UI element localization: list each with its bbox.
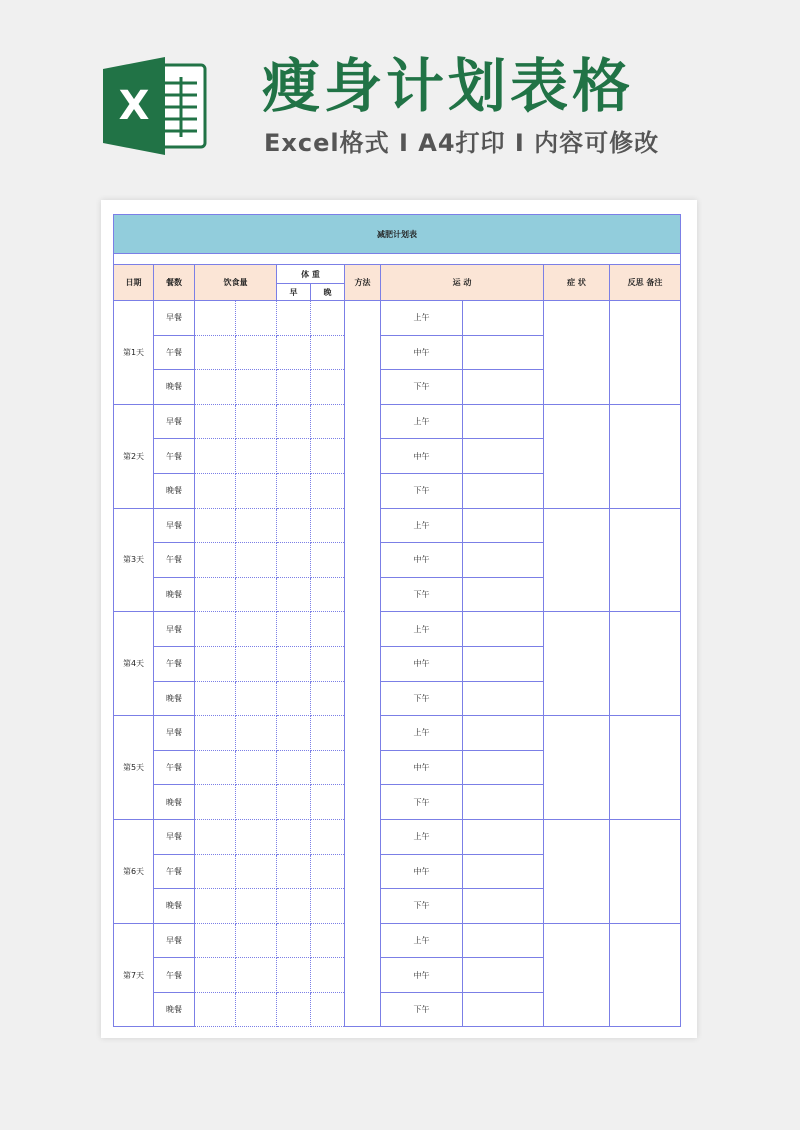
exercise-cell[interactable] bbox=[463, 681, 544, 716]
exercise-cell[interactable] bbox=[463, 646, 544, 681]
meal-label[interactable]: 早餐 bbox=[154, 404, 195, 439]
intake-cell[interactable] bbox=[195, 612, 236, 647]
intake-cell[interactable] bbox=[195, 992, 236, 1027]
day-label[interactable]: 第4天 bbox=[114, 612, 154, 716]
intake-cell[interactable] bbox=[236, 473, 277, 508]
weight-morning-cell[interactable] bbox=[277, 404, 311, 439]
intake-cell[interactable] bbox=[236, 923, 277, 958]
meal-label[interactable]: 午餐 bbox=[154, 543, 195, 578]
symptom-cell[interactable] bbox=[544, 819, 610, 923]
period-label[interactable]: 上午 bbox=[381, 508, 463, 543]
intake-cell[interactable] bbox=[236, 750, 277, 785]
weight-evening-cell[interactable] bbox=[311, 958, 345, 993]
reflection-cell[interactable] bbox=[610, 508, 681, 612]
intake-cell[interactable] bbox=[195, 750, 236, 785]
meal-label[interactable]: 晚餐 bbox=[154, 577, 195, 612]
intake-cell[interactable] bbox=[236, 646, 277, 681]
intake-cell[interactable] bbox=[195, 889, 236, 924]
exercise-cell[interactable] bbox=[463, 508, 544, 543]
weight-evening-cell[interactable] bbox=[311, 473, 345, 508]
col-header-date[interactable]: 日期 bbox=[114, 265, 154, 301]
weight-evening-cell[interactable] bbox=[311, 612, 345, 647]
intake-cell[interactable] bbox=[195, 473, 236, 508]
gap-row bbox=[114, 254, 681, 265]
weight-evening-cell[interactable] bbox=[311, 370, 345, 405]
period-label[interactable]: 下午 bbox=[381, 370, 463, 405]
intake-cell[interactable] bbox=[195, 785, 236, 820]
weight-evening-cell[interactable] bbox=[311, 992, 345, 1027]
intake-cell[interactable] bbox=[236, 439, 277, 474]
period-label[interactable]: 中午 bbox=[381, 958, 463, 993]
intake-cell[interactable] bbox=[236, 577, 277, 612]
exercise-cell[interactable] bbox=[463, 716, 544, 751]
day-label[interactable]: 第5天 bbox=[114, 716, 154, 820]
weight-evening-cell[interactable] bbox=[311, 681, 345, 716]
exercise-cell[interactable] bbox=[463, 370, 544, 405]
exercise-cell[interactable] bbox=[463, 992, 544, 1027]
weight-morning-cell[interactable] bbox=[277, 543, 311, 578]
table-row bbox=[114, 404, 681, 439]
intake-cell[interactable] bbox=[236, 404, 277, 439]
period-label[interactable]: 下午 bbox=[381, 889, 463, 924]
exercise-cell[interactable] bbox=[463, 819, 544, 854]
intake-cell[interactable] bbox=[236, 716, 277, 751]
intake-cell[interactable] bbox=[195, 301, 236, 336]
intake-cell[interactable] bbox=[236, 958, 277, 993]
period-label[interactable]: 中午 bbox=[381, 854, 463, 889]
intake-cell[interactable] bbox=[236, 612, 277, 647]
intake-cell[interactable] bbox=[236, 335, 277, 370]
weight-evening-cell[interactable] bbox=[311, 577, 345, 612]
period-label[interactable]: 上午 bbox=[381, 819, 463, 854]
weight-morning-cell[interactable] bbox=[277, 716, 311, 751]
meal-label[interactable]: 午餐 bbox=[154, 854, 195, 889]
table-row bbox=[114, 508, 681, 543]
header bbox=[0, 0, 800, 200]
col-header-intake[interactable]: 饮食量 bbox=[195, 265, 277, 301]
page-title: 瘦身计划表格 bbox=[262, 52, 635, 120]
weight-morning-cell[interactable] bbox=[277, 473, 311, 508]
meal-label[interactable]: 午餐 bbox=[154, 439, 195, 474]
intake-cell[interactable] bbox=[195, 335, 236, 370]
intake-cell[interactable] bbox=[195, 819, 236, 854]
weight-morning-cell[interactable] bbox=[277, 923, 311, 958]
intake-cell[interactable] bbox=[236, 854, 277, 889]
col-header-weight-morning[interactable]: 早 bbox=[277, 284, 311, 301]
exercise-cell[interactable] bbox=[463, 404, 544, 439]
intake-cell[interactable] bbox=[236, 301, 277, 336]
intake-cell[interactable] bbox=[236, 370, 277, 405]
reflection-cell[interactable] bbox=[610, 923, 681, 1027]
meal-label[interactable]: 晚餐 bbox=[154, 473, 195, 508]
intake-cell[interactable] bbox=[195, 923, 236, 958]
exercise-cell[interactable] bbox=[463, 335, 544, 370]
day-label[interactable]: 第1天 bbox=[114, 301, 154, 405]
weight-morning-cell[interactable] bbox=[277, 750, 311, 785]
page-subtitle: Excel格式 I A4打印 I 内容可修改 bbox=[264, 129, 660, 157]
symptom-cell[interactable] bbox=[544, 716, 610, 820]
meal-label[interactable]: 早餐 bbox=[154, 819, 195, 854]
weight-morning-cell[interactable] bbox=[277, 646, 311, 681]
period-label[interactable]: 上午 bbox=[381, 923, 463, 958]
intake-cell[interactable] bbox=[195, 716, 236, 751]
weight-morning-cell[interactable] bbox=[277, 439, 311, 474]
weight-morning-cell[interactable] bbox=[277, 335, 311, 370]
intake-cell[interactable] bbox=[195, 439, 236, 474]
col-header-reflection[interactable]: 反思 备注 bbox=[610, 265, 681, 301]
reflection-cell[interactable] bbox=[610, 819, 681, 923]
intake-cell[interactable] bbox=[236, 508, 277, 543]
intake-cell[interactable] bbox=[236, 992, 277, 1027]
col-header-meal[interactable]: 餐数 bbox=[154, 265, 195, 301]
col-header-exercise[interactable]: 运 动 bbox=[381, 265, 544, 301]
col-header-weight[interactable]: 体 重 bbox=[277, 265, 345, 284]
exercise-cell[interactable] bbox=[463, 577, 544, 612]
weight-evening-cell[interactable] bbox=[311, 785, 345, 820]
exercise-cell[interactable] bbox=[463, 543, 544, 578]
symptom-cell[interactable] bbox=[544, 508, 610, 612]
method-cell[interactable] bbox=[345, 301, 381, 1027]
table-row bbox=[114, 301, 681, 336]
period-label[interactable]: 下午 bbox=[381, 785, 463, 820]
weight-morning-cell[interactable] bbox=[277, 958, 311, 993]
weight-morning-cell[interactable] bbox=[277, 854, 311, 889]
day-label[interactable]: 第2天 bbox=[114, 404, 154, 508]
meal-label[interactable]: 午餐 bbox=[154, 958, 195, 993]
day-label[interactable]: 第7天 bbox=[114, 923, 154, 1027]
intake-cell[interactable] bbox=[236, 889, 277, 924]
day-label[interactable]: 第3天 bbox=[114, 508, 154, 612]
intake-cell[interactable] bbox=[195, 646, 236, 681]
period-label[interactable]: 上午 bbox=[381, 404, 463, 439]
weight-morning-cell[interactable] bbox=[277, 819, 311, 854]
weight-morning-cell[interactable] bbox=[277, 612, 311, 647]
weight-evening-cell[interactable] bbox=[311, 854, 345, 889]
exercise-cell[interactable] bbox=[463, 889, 544, 924]
period-label[interactable]: 上午 bbox=[381, 612, 463, 647]
col-header-symptom[interactable]: 症 状 bbox=[544, 265, 610, 301]
reflection-cell[interactable] bbox=[610, 404, 681, 508]
reflection-cell[interactable] bbox=[610, 612, 681, 716]
intake-cell[interactable] bbox=[236, 819, 277, 854]
symptom-cell[interactable] bbox=[544, 301, 610, 405]
weight-morning-cell[interactable] bbox=[277, 301, 311, 336]
period-label[interactable]: 下午 bbox=[381, 473, 463, 508]
day-label[interactable]: 第6天 bbox=[114, 819, 154, 923]
col-header-weight-evening[interactable]: 晚 bbox=[311, 284, 345, 301]
weight-morning-cell[interactable] bbox=[277, 992, 311, 1027]
weight-morning-cell[interactable] bbox=[277, 508, 311, 543]
sheet-title[interactable]: 减肥计划表 bbox=[114, 215, 681, 254]
table-row bbox=[114, 612, 681, 647]
exercise-cell[interactable] bbox=[463, 473, 544, 508]
weight-evening-cell[interactable] bbox=[311, 889, 345, 924]
period-label[interactable]: 中午 bbox=[381, 335, 463, 370]
exercise-cell[interactable] bbox=[463, 750, 544, 785]
period-label[interactable]: 上午 bbox=[381, 301, 463, 336]
meal-label[interactable]: 早餐 bbox=[154, 612, 195, 647]
meal-label[interactable]: 午餐 bbox=[154, 335, 195, 370]
table-row bbox=[114, 716, 681, 751]
excel-logo-letter: X bbox=[118, 83, 150, 129]
exercise-cell[interactable] bbox=[463, 923, 544, 958]
period-label[interactable]: 下午 bbox=[381, 577, 463, 612]
weight-morning-cell[interactable] bbox=[277, 785, 311, 820]
reflection-cell[interactable] bbox=[610, 301, 681, 405]
meal-label[interactable]: 早餐 bbox=[154, 716, 195, 751]
period-label[interactable]: 中午 bbox=[381, 439, 463, 474]
weight-evening-cell[interactable] bbox=[311, 404, 345, 439]
plan-table bbox=[113, 214, 681, 1027]
exercise-cell[interactable] bbox=[463, 854, 544, 889]
intake-cell[interactable] bbox=[236, 681, 277, 716]
exercise-cell[interactable] bbox=[463, 785, 544, 820]
period-label[interactable]: 下午 bbox=[381, 681, 463, 716]
intake-cell[interactable] bbox=[195, 370, 236, 405]
weight-morning-cell[interactable] bbox=[277, 370, 311, 405]
excel-icon bbox=[103, 57, 208, 155]
document-page bbox=[101, 200, 697, 1038]
period-label[interactable]: 下午 bbox=[381, 992, 463, 1027]
weight-evening-cell[interactable] bbox=[311, 750, 345, 785]
intake-cell[interactable] bbox=[195, 508, 236, 543]
weight-evening-cell[interactable] bbox=[311, 923, 345, 958]
weight-evening-cell[interactable] bbox=[311, 508, 345, 543]
weight-evening-cell[interactable] bbox=[311, 716, 345, 751]
symptom-cell[interactable] bbox=[544, 923, 610, 1027]
weight-evening-cell[interactable] bbox=[311, 646, 345, 681]
meal-label[interactable]: 早餐 bbox=[154, 923, 195, 958]
weight-evening-cell[interactable] bbox=[311, 439, 345, 474]
period-label[interactable]: 中午 bbox=[381, 543, 463, 578]
meal-label[interactable]: 晚餐 bbox=[154, 889, 195, 924]
meal-label[interactable]: 晚餐 bbox=[154, 785, 195, 820]
weight-evening-cell[interactable] bbox=[311, 543, 345, 578]
weight-evening-cell[interactable] bbox=[311, 301, 345, 336]
meal-label[interactable]: 午餐 bbox=[154, 750, 195, 785]
intake-cell[interactable] bbox=[195, 681, 236, 716]
meal-label[interactable]: 早餐 bbox=[154, 301, 195, 336]
weight-evening-cell[interactable] bbox=[311, 335, 345, 370]
weight-evening-cell[interactable] bbox=[311, 819, 345, 854]
weight-morning-cell[interactable] bbox=[277, 577, 311, 612]
weight-morning-cell[interactable] bbox=[277, 889, 311, 924]
intake-cell[interactable] bbox=[236, 785, 277, 820]
period-label[interactable]: 上午 bbox=[381, 716, 463, 751]
exercise-cell[interactable] bbox=[463, 612, 544, 647]
symptom-cell[interactable] bbox=[544, 612, 610, 716]
meal-label[interactable]: 晚餐 bbox=[154, 681, 195, 716]
meal-label[interactable]: 晚餐 bbox=[154, 992, 195, 1027]
meal-label[interactable]: 早餐 bbox=[154, 508, 195, 543]
period-label[interactable]: 中午 bbox=[381, 750, 463, 785]
table-row bbox=[114, 819, 681, 854]
symptom-cell[interactable] bbox=[544, 404, 610, 508]
intake-cell[interactable] bbox=[195, 958, 236, 993]
exercise-cell[interactable] bbox=[463, 958, 544, 993]
exercise-cell[interactable] bbox=[463, 439, 544, 474]
weight-morning-cell[interactable] bbox=[277, 681, 311, 716]
intake-cell[interactable] bbox=[195, 404, 236, 439]
period-label[interactable]: 中午 bbox=[381, 646, 463, 681]
reflection-cell[interactable] bbox=[610, 716, 681, 820]
exercise-cell[interactable] bbox=[463, 301, 544, 336]
col-header-method[interactable]: 方法 bbox=[345, 265, 381, 301]
meal-label[interactable]: 晚餐 bbox=[154, 370, 195, 405]
intake-cell[interactable] bbox=[195, 543, 236, 578]
intake-cell[interactable] bbox=[195, 854, 236, 889]
intake-cell[interactable] bbox=[236, 543, 277, 578]
intake-cell[interactable] bbox=[195, 577, 236, 612]
meal-label[interactable]: 午餐 bbox=[154, 646, 195, 681]
table-row bbox=[114, 923, 681, 958]
